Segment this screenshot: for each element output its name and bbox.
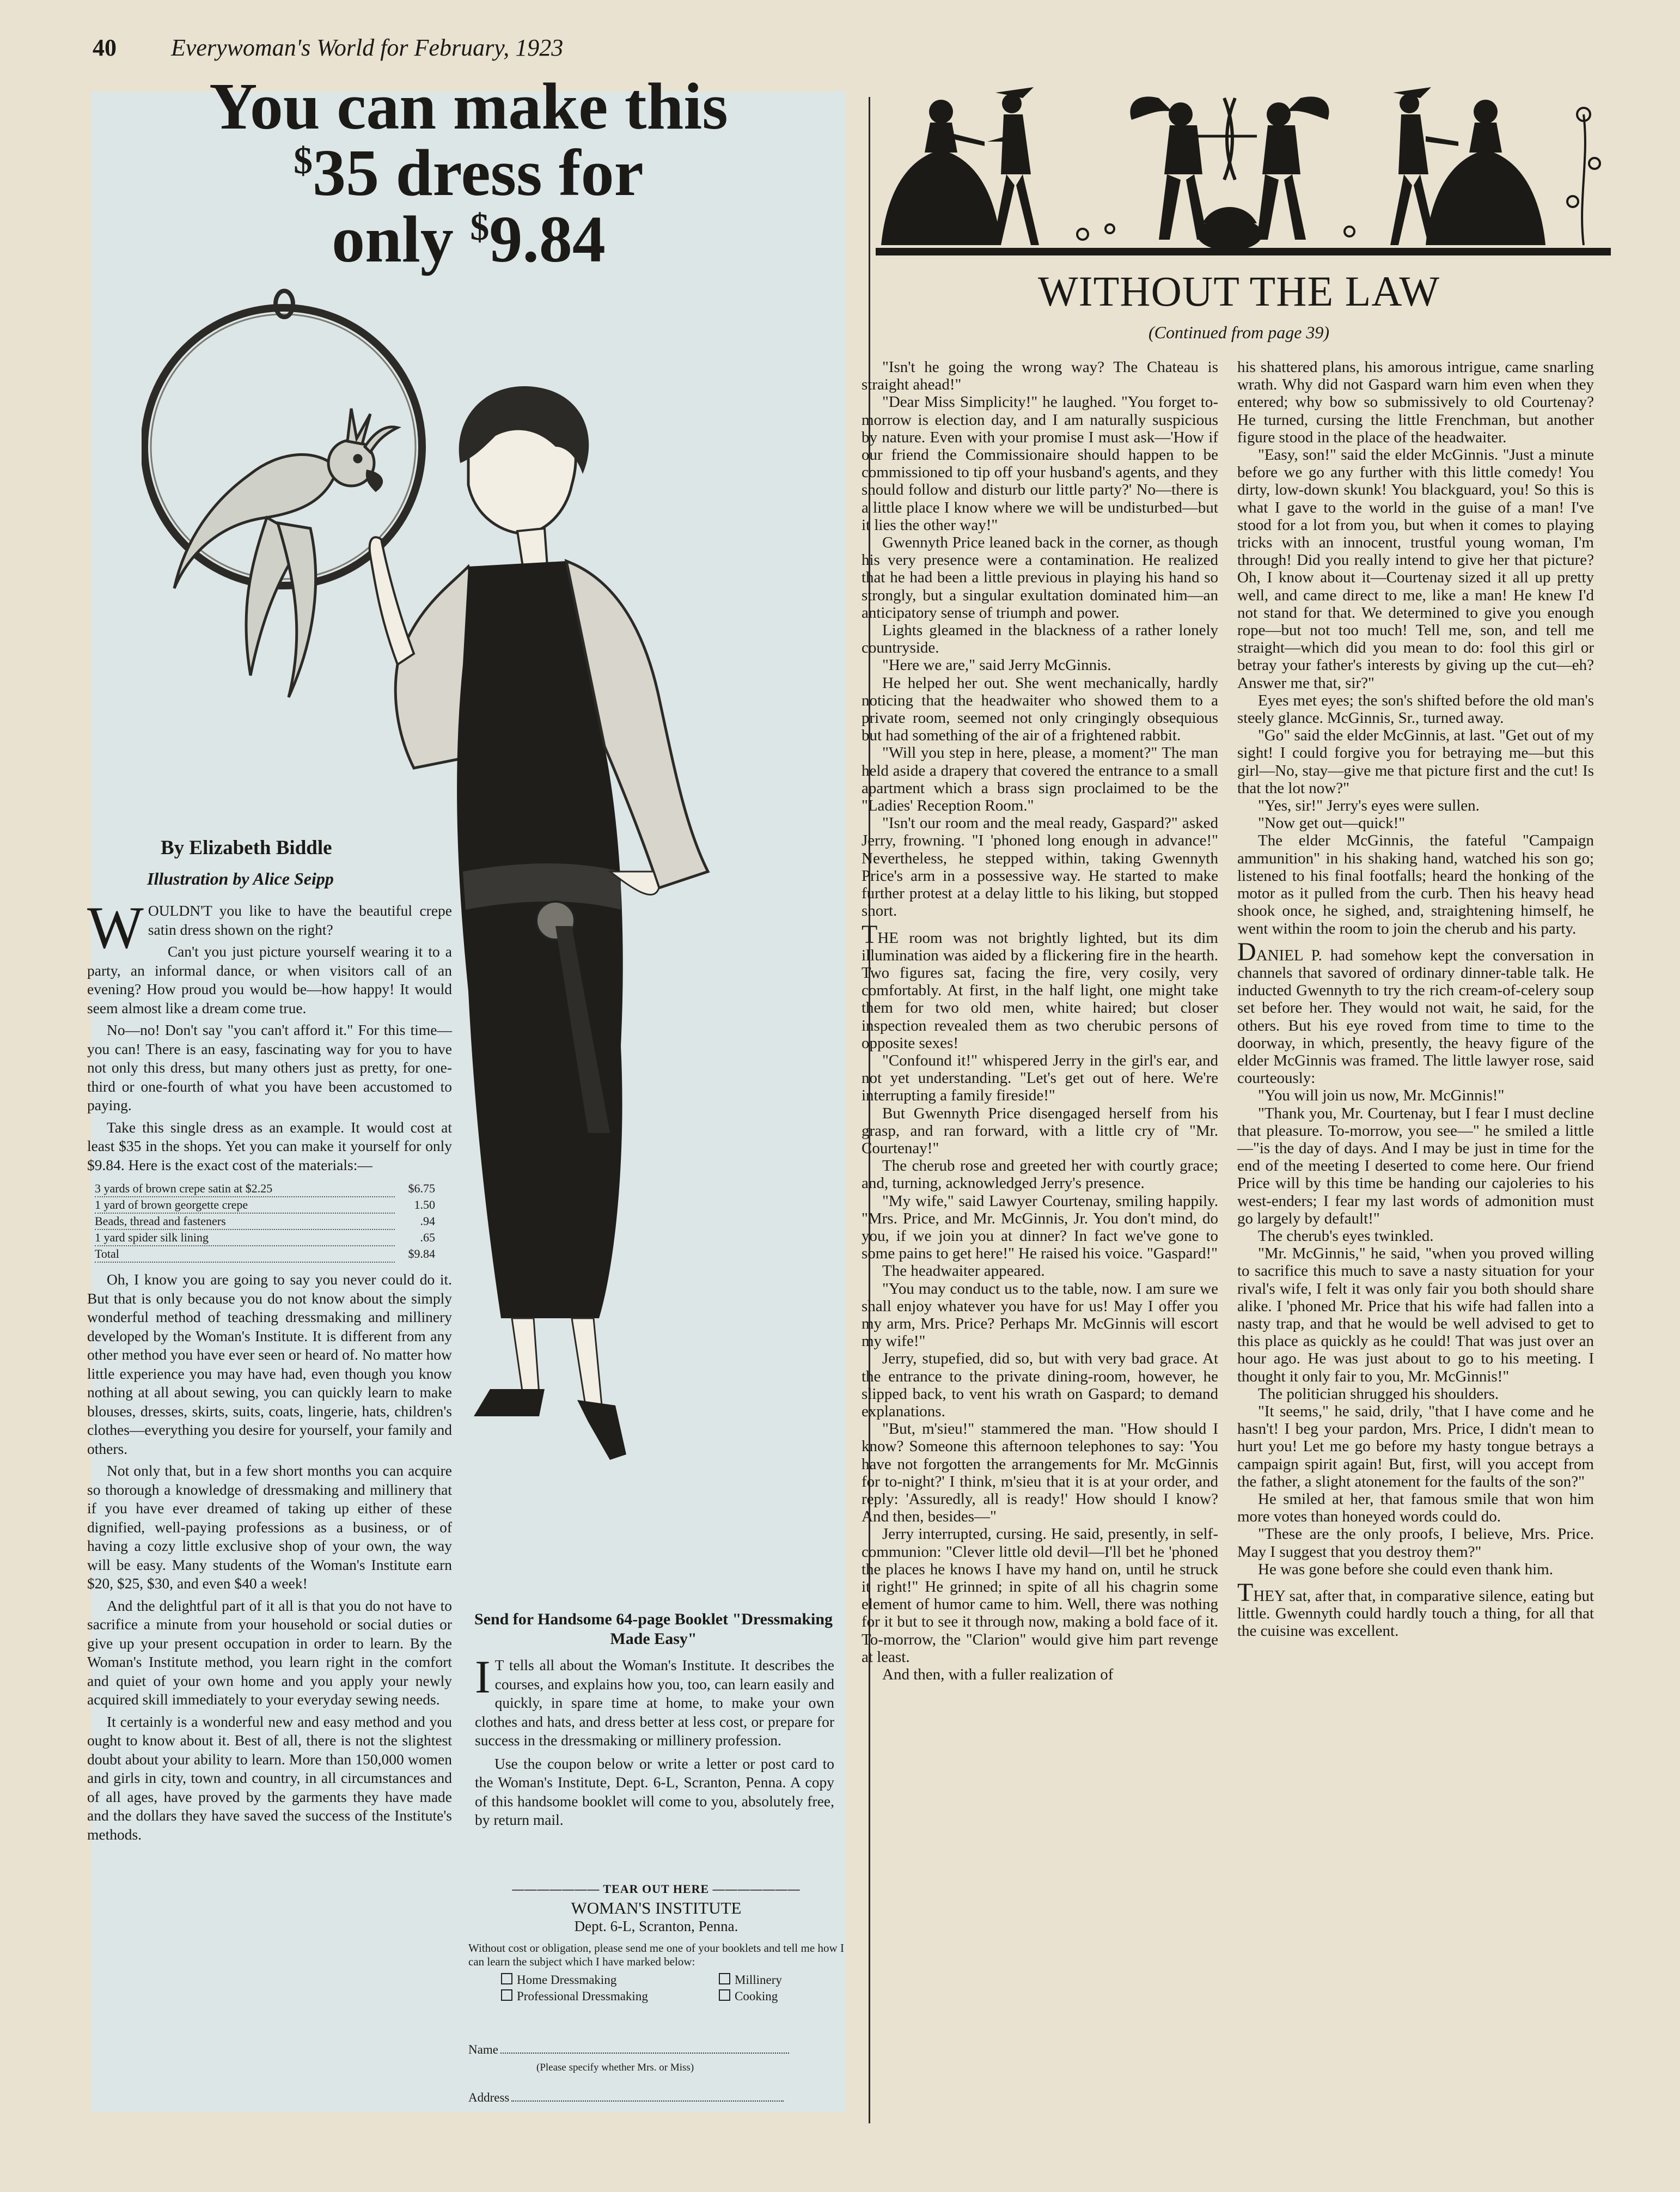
story-paragraph: "You will join us now, Mr. McGinnis!" [1258, 1087, 1505, 1105]
story-paragraph: Jerry, stupefied, did so, but with very bad grace. At the entrance to the private dining-room, however, he slipped back, to vent his wrath on Gaspard; to demand explanations. [862, 1350, 1218, 1420]
option-home-dressmaking[interactable]: Home Dressmaking [501, 1973, 719, 1987]
option-professional-dressmaking[interactable]: Professional Dressmaking [501, 1989, 719, 2004]
story-paragraph: He helped her out. She went mechanically, hardly noticing that the headwaiter who showed them to a private room, seemed not only cringingly obsequious but had something of the air of a frightened rabbit. [862, 674, 1218, 745]
ad-paragraph-7: And the delightful part of it all is that you do not have to sacrifice a minute from your household or social duties or give up your present occupation in order to learn. By the Woman's Institute method, you learn right in the comfort and quiet of your own home and you apply your newly acquired skill immediately to your everyday sewing needs. [87, 1597, 452, 1708]
option-cooking[interactable]: Cooking [719, 1989, 855, 2004]
story-paragraph: The headwaiter appeared. [882, 1262, 1045, 1280]
cost-row: Beads, thread and fasteners .94 [95, 1214, 435, 1230]
story-paragraph: THEY sat, after that, in comparative silence, eating but little. Gwennyth could hardly touch a thing, for all that the cuisine was excellent. [1237, 1578, 1594, 1640]
illustration-credit: Illustration by Alice Seipp [147, 869, 334, 888]
checkbox[interactable] [501, 1973, 512, 1984]
continued-note: (Continued from page 39) [1148, 322, 1330, 342]
section-initial: D [1237, 937, 1256, 966]
booklet-paragraph-2: Use the coupon below or write a letter or post card to the Woman's Institute, Dept. 6-L, Scranton, Penna. A copy of this handsome booklet will come to you, absolutely free, by return mail. [475, 1755, 834, 1828]
ad-paragraph-4: Take this single dress as an example. It would cost at least $35 in the shops. Yet you can make it yourself for only $9.84. Here is the exact cost of the materials:— [87, 1118, 452, 1173]
coupon-note: Without cost or obligation, please send me one of your booklets and tell me how I can learn the subject which I have marked below: [468, 1941, 844, 1968]
checkbox[interactable] [719, 1973, 730, 1984]
ad-paragraph-3: No—no! Don't say "you can't afford it." For this time—you can! There is an easy, fascinating way for you to have not only this dress, but many others just as pretty, for one-third or one-fourth of what you have been accustomed to paying. [87, 1021, 452, 1113]
name-field[interactable]: Name [468, 2043, 789, 2057]
ad-paragraph-5: Oh, I know you are going to say you never could do it. But that is only because you do not know about the simply wonderful method of teaching dressmaking and millinery developed by the Woman's Institute. It is different from any other method you have ever seen or heard of. No matter how little experience you may have had, even though you know nothing at all about sewing, you can quickly learn to make blouses, dresses, skirts, suits, coats, lingerie, hats, children's clothes—everything you desire for yourself, your family and others. [87, 1271, 452, 1457]
coupon-dept: Dept. 6-L, Scranton, Penna. [574, 1918, 738, 1934]
story-paragraph: The cherub rose and greeted her with courtly grace; and, turning, acknowledged Jerry's presence. [862, 1157, 1218, 1192]
headline-dollar-sign-2: $ [470, 206, 490, 248]
booklet-body [475, 1651, 834, 1834]
address-field[interactable]: Address [468, 2091, 784, 2105]
story-title: WITHOUT THE LAW [1037, 267, 1440, 315]
coupon-org: WOMAN'S INSTITUTE [571, 1898, 742, 1917]
story-paragraph: Jerry interrupted, cursing. He said, presently, in self-communion: "Clever little old devil—I'll bet he 'phoned the places he knows I have my hand on, until he struck it right!" He grinned; in spite of all his chagrin some element of humor came to him. Well, there was nothing for it but to see it through now, making a bold face of it. To-morrow, the "Clarion" would give him part revenge at least. [862, 1525, 1218, 1666]
story-paragraph: THE room was not brightly lighted, but its dim illumination was aided by a flickering fire in the hearth. Two figures sat, facing the fire, very cosily, very comfortably. At first, in the half light, one might take them for two old men, white haired; but closer inspection revealed them as two cherubic persons of opposite sexes! [862, 920, 1218, 1052]
story-paragraph: He was gone before she could even thank him. [1258, 1560, 1553, 1578]
coupon [468, 1882, 844, 2004]
ad-paragraph-2: Can't you just picture yourself wearing it to a party, an informal dance, or when visitors call of an evening? How proud you would be—how happy! It would seem almost like a dream come true. [87, 943, 452, 1016]
cost-row: 1 yard spider silk lining .65 [95, 1230, 435, 1246]
story-paragraph: "Easy, son!" said the elder McGinnis. "Just a minute before we go any further with this little comedy! You dirty, low-down skunk! You blackguard, you! So this is what I gave to the world in the guise of a man! I've stood for a lot from you, but when it comes to playing tricks with an innocent, trustful young woman, I'm through! Did you really intend to give her that picture? Oh, I know about it—Courtenay sized it all up pretty well, and came direct to me, like a man! He knew I'd not stand for that. We determined to give you enough rope—but not too much! Tell me, son, and tell me straight—which did you mean to do: fool this girl or betray your father's interests by giving up the cut—eh? Answer me that, sir?" [1237, 446, 1594, 692]
cost-total-row: Total $9.84 [95, 1246, 435, 1263]
story-paragraph: his shattered plans, his amorous intrigue, came snarling wrath. Why did not Gaspard warn him even when they entered; why bow so submissively to old Courtenay? He turned, cursing the little Frenchman, but another figure stood in the place of the headwaiter. [1237, 358, 1594, 446]
tear-out-line: ——————— TEAR OUT HERE ——————— [512, 1882, 801, 1896]
story-paragraph: "Yes, sir!" Jerry's eyes were sullen. [1258, 797, 1480, 815]
story-paragraph: "Here we are," said Jerry McGinnis. [882, 656, 1111, 674]
ad-paragraph-6: Not only that, but in a few short months you can acquire so thorough a knowledge of dressmaking and millinery that if you have ever dreamed of taking up either of these dignified, well-paying professions as a business, or of having a cozy little exclusive shop of your own, the way will be easy. Many students of the Woman's Institute earn $20, $25, $30, and even $40 a week! [87, 1462, 452, 1592]
story-paragraph: Gwennyth Price leaned back in the corner, as though his very presence were a contamination. He realized that he had been a little previous in playing his hand so strongly, but a singular exultation dominated him—an anticipatory sense of triumph and power. [862, 534, 1218, 622]
story-column-1 [862, 358, 1218, 1683]
option-millinery[interactable]: Millinery [719, 1973, 855, 1987]
ad-headline [91, 70, 846, 276]
story-paragraph: "Thank you, Mr. Courtenay, but I fear I must decline that pleasure. To-morrow, you see—" he smiled a little—"is the day of days. And I may be just in time for the end of the meeting I deserted to come here. Our friend Price will by this time be handing our cajoleries to his west-enders; I fear my last words of admonition must go largely by default!" [1237, 1104, 1594, 1227]
story-paragraph: "Now get out—quick!" [1258, 814, 1406, 832]
cost-table [95, 1181, 435, 1263]
ad-paragraph-8: It certainly is a wonderful new and easy method and you ought to know about it. Best of all, there is not the slightest doubt about your ability to learn. More than 150,000 women and girls in city, town and country, in all circumstances and of all ages, have proved by the garments they have made and the dollars they have saved the success of the Institute's methods. [87, 1713, 452, 1843]
running-head: Everywoman's World for February, 1923 [171, 34, 564, 61]
story-paragraph: "Mr. McGinnis," he said, "when you proved willing to sacrifice this much to save a nasty situation for your rival's wife, I felt it was only fair you both should share alike. I 'phoned Mr. Price that his wife had fallen into a nasty trap, and that he would be well advised to get to this place as quickly as he could! That was just over an hour ago. He was just about to go to his meeting. I thought it only fair to you, Mr. McGinnis!" [1237, 1245, 1594, 1385]
story-paragraph: "Will you step in here, please, a moment?" The man held aside a drapery that covered the entrance to a small apartment which a brass sign proclaimed to be the "Ladies' Reception Room." [862, 744, 1218, 815]
story-paragraph: "It seems," he said, drily, "that I have come and he hasn't! I beg your pardon, Mrs. Price, I didn't mean to hurt you! Let me go before my hasty tongue betrays a campaign spirit again! But, first, will you accept from the father, a slight atonement for the faults of the son?" [1237, 1402, 1594, 1490]
story-paragraph: "These are the only proofs, I believe, Mrs. Price. May I suggest that you destroy them?" [1237, 1525, 1594, 1561]
cost-row: 3 yards of brown crepe satin at $2.25 $6.75 [95, 1181, 435, 1197]
story-paragraph: Lights gleamed in the blackness of a rather lonely countryside. [862, 622, 1218, 657]
headline-line-3-text: only [332, 203, 471, 276]
story-paragraph: "My wife," said Lawyer Courtenay, smiling happily. "Mrs. Price, and Mr. McGinnis, Jr. You don't mind, do you, if we join you at dinner? In fact we've gone to some pains to get here!" He raised his voice. "Gaspard!" [862, 1192, 1218, 1263]
checkbox[interactable] [719, 1989, 730, 2001]
silhouette-vignette [876, 82, 1611, 267]
parrot-icon [174, 409, 398, 697]
ad-paragraph-1: WOULDN'T you like to have the beautiful crepe satin dress shown on the right? [87, 894, 452, 961]
course-options [501, 1973, 844, 2004]
story-paragraph: "Confound it!" whispered Jerry in the girl's ear, and not yet understanding. "Let's get out of here. We're interrupting a family fireside!" [862, 1051, 1218, 1105]
story-paragraph: Eyes met eyes; the son's shifted before the old man's steely glance. McGinnis, Sr., turned away. [1237, 691, 1594, 727]
page-number: 40 [93, 34, 117, 61]
story-paragraph: "Go" said the elder McGinnis, at last. "Get out of my sight! I could forgive you for betraying me—but this girl—No, stay—give me that picture first and the cut! Is that the lot now?" [1237, 727, 1594, 797]
section-initial: T [862, 920, 878, 949]
story-paragraph: He smiled at her, that famous smile that won him more votes than honeyed words could do. [1237, 1490, 1594, 1526]
headline-line-2-text: 35 dress for [313, 136, 644, 210]
section-initial: T [1237, 1578, 1254, 1608]
story-paragraph: The politician shrugged his shoulders. [1258, 1385, 1499, 1403]
booklet-heading: Send for Handsome 64-page Booklet "Dressmaking Made Easy" [474, 1610, 833, 1648]
story-column-2 [1237, 358, 1594, 1640]
headline-price: 9.84 [489, 203, 606, 276]
dropcap-w: W [87, 894, 144, 961]
story-paragraph: "Dear Miss Simplicity!" he laughed. "You forget to-morrow is election day, and I am naturally suspicious by nature. Even with your promise I must ask—'How if our friend the Commissionaire should happen to be commissioned to tip off your husband's agents, and they should follow and disturb our little party?' No—there is a little place I know where we will be undisturbed—but it lies the other way!" [862, 393, 1218, 534]
checkbox[interactable] [501, 1989, 512, 2001]
story-paragraph: But Gwennyth Price disengaged herself from his grasp, and ran forward, with a little cry of "Mr. Courtenay!" [862, 1104, 1218, 1157]
story-paragraph: And then, with a fuller realization of [882, 1666, 1114, 1684]
booklet-paragraph-1: I T tells all about the Woman's Institute. It describes the courses, and explains how you, too, can learn easily and quickly, in spare time at home, to make your own clothes and hats, and dress better at less cost, or prepare for success in the dressmaking or millinery profession. [475, 1651, 834, 1749]
story-paragraph: "You may conduct us to the table, now. I am sure we shall enjoy whatever you have for us! May I offer you my arm, Mrs. Price? Perhaps Mr. McGinnis will escort my wife!" [862, 1280, 1218, 1350]
headline-line-2 [91, 136, 846, 210]
story-paragraph: The cherub's eyes twinkled. [1258, 1227, 1434, 1245]
ad-body-text [87, 894, 452, 1847]
cost-row: 1 yard of brown georgette crepe 1.50 [95, 1197, 435, 1214]
byline: By Elizabeth Biddle [161, 837, 332, 859]
story-paragraph: "Isn't he going the wrong way? The Chateau is straight ahead!" [862, 358, 1218, 394]
name-hint: (Please specify whether Mrs. or Miss) [536, 2062, 694, 2073]
story-paragraph: "Isn't our room and the meal ready, Gaspard?" asked Jerry, frowning. "I 'phoned long enough in advance!" Nevertheless, he stepped within, taking Gwennyth Price's arm in a possessive way. He started to make further protest at a delay little to his liking, but stopped short. [862, 814, 1218, 920]
headline-dollar-sign-1: $ [294, 140, 313, 182]
headline-line-3 [91, 203, 846, 276]
story-paragraph: DANIEL P. had somehow kept the conversation in channels that savored of ordinary dinner-table talk. He inducted Gwennyth to try the rich cream-of-celery soup set before her. They would not wait, he said, for the others. But his eye roved from time to time to the doorway, in which, presently, the heavy figure of the elder McGinnis was framed. The little lawyer rose, said courteously: [1237, 937, 1594, 1087]
story-paragraph: The elder McGinnis, the fateful "Campaign ammunition" in his shaking hand, watched his son go; listened to his final footfalls; heard the honking of the motor as it pulled from the curb. Then his heavy head shook once, he sighed, and, straightening himself, he went within the room to join the cherub and his party. [1237, 832, 1594, 937]
story-paragraph: "But, m'sieu!" stammered the man. "How should I know? Someone this afternoon telephones to say: 'You have not forgotten the arrangements for Mr. McGinnis for to-night?' I think, m'sieu that it is at your order, and reply: 'Assuredly, all is ready!' How should I know? And then, besides—" [862, 1420, 1218, 1526]
headline-line-1: You can make this [209, 70, 728, 143]
dropcap-i: I [475, 1651, 491, 1703]
